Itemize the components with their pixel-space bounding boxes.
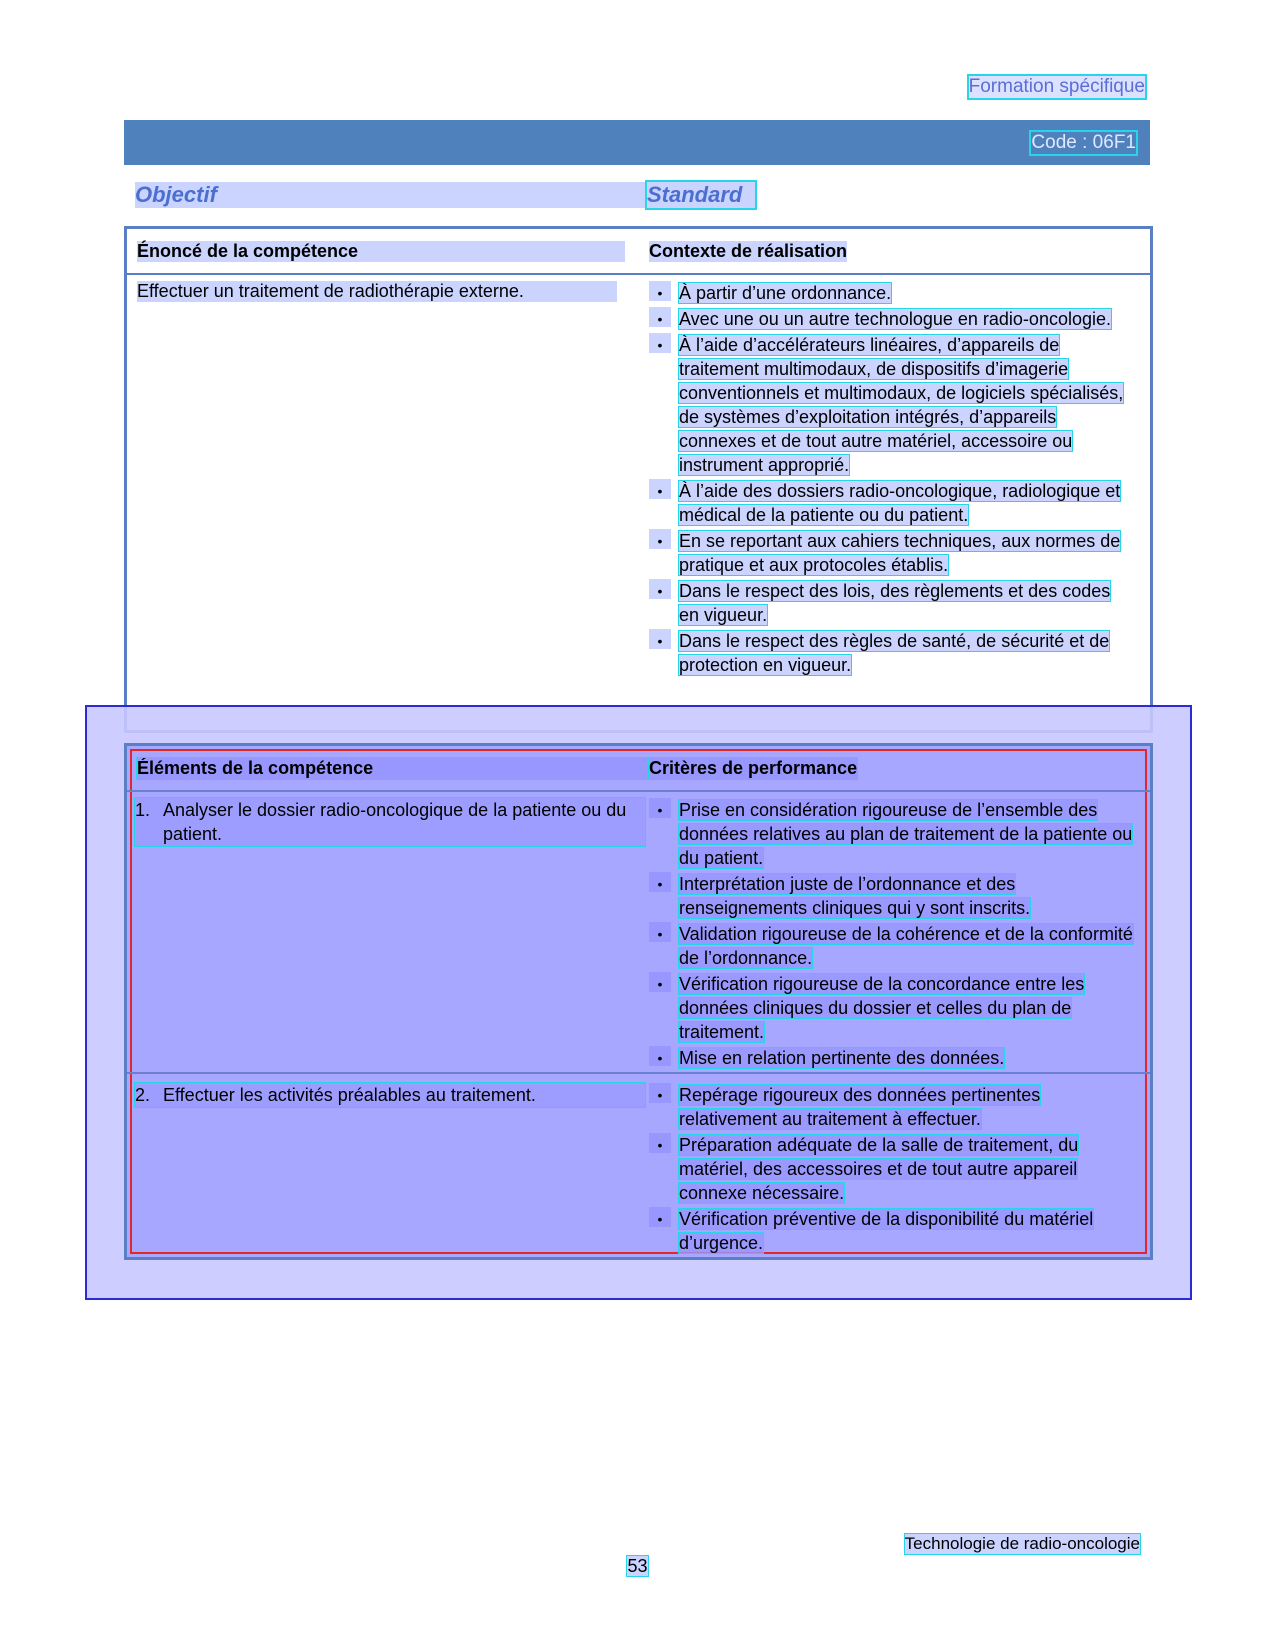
bullet-icon: • <box>649 529 671 549</box>
element-2: 2. Effectuer les activités préalables au traitement. <box>135 1083 645 1107</box>
bullet-icon: • <box>649 1083 671 1103</box>
col-header-criteria: Critères de performance <box>649 758 858 778</box>
footer-title: Technologie de radio-oncologie <box>904 1534 1140 1553</box>
row-divider <box>127 1072 1150 1074</box>
list-item: • Dans le respect des règles de santé, de sécurité et de protection en vigueur. <box>649 629 1134 677</box>
list-item: • Préparation adéquate de la salle de traitement, du matériel, des accessoires et de tout autre appareil connexe nécessaire. <box>649 1133 1134 1205</box>
col-header-statement: Énoncé de la compétence <box>137 241 625 262</box>
standard-title: Standard <box>647 182 755 208</box>
bullet-icon: • <box>649 1133 671 1153</box>
list-item: • À l’aide des dossiers radio-oncologique, radiologique et médical de la patiente ou du patient. <box>649 479 1134 527</box>
list-item: • Vérification préventive de la disponibilité du matériel d’urgence. <box>649 1207 1134 1255</box>
list-item: • Avec une ou un autre technologue en radio-oncologie. <box>649 307 1134 331</box>
competency-statement: Effectuer un traitement de radiothérapie externe. <box>137 281 617 302</box>
list-item: • À l’aide d’accélérateurs linéaires, d’appareils de traitement multimodaux, de dispositifs d’imagerie conventionnels et multimodaux, de logiciels spécialisés, de systèmes d’exploitation intégrés, d’appareils connexes et de tout autre matériel, accessoire ou instrument approprié. <box>649 333 1134 477</box>
bullet-icon: • <box>649 1207 671 1227</box>
bullet-icon: • <box>649 872 671 892</box>
header-bar <box>124 120 1150 165</box>
bullet-icon: • <box>649 579 671 599</box>
bullet-icon: • <box>649 307 671 327</box>
bullet-icon: • <box>649 972 671 992</box>
context-list <box>649 281 1134 679</box>
bullet-icon: • <box>649 333 671 353</box>
criteria-list-1 <box>649 798 1134 1072</box>
section-label: Formation spécifique <box>968 76 1145 97</box>
bullet-icon: • <box>649 479 671 499</box>
competency-statement-table <box>124 226 1153 733</box>
objectif-title: Objectif <box>135 182 647 208</box>
bullet-icon: • <box>649 798 671 818</box>
bullet-icon: • <box>649 922 671 942</box>
list-item: • Prise en considération rigoureuse de l’ensemble des données relatives au plan de traitement de la patiente ou du patient. <box>649 798 1134 870</box>
bullet-icon: • <box>649 629 671 649</box>
list-item: • En se reportant aux cahiers techniques, aux normes de pratique et aux protocoles établis. <box>649 529 1134 577</box>
criteria-list-2 <box>649 1083 1134 1257</box>
page-number: 53 <box>627 1556 648 1576</box>
col-header-elements: Éléments de la compétence <box>137 758 649 779</box>
list-item: • Validation rigoureuse de la cohérence et de la conformité de l’ordonnance. <box>649 922 1134 970</box>
list-item: • Dans le respect des lois, des règlements et des codes en vigueur. <box>649 579 1134 627</box>
list-item: • Mise en relation pertinente des données. <box>649 1046 1134 1070</box>
list-item: • À partir d’une ordonnance. <box>649 281 1134 305</box>
list-item: • Vérification rigoureuse de la concordance entre les données cliniques du dossier et celles du plan de traitement. <box>649 972 1134 1044</box>
table-header-row <box>127 229 1150 275</box>
element-1: 1. Analyser le dossier radio-oncologique de la patiente ou du patient. <box>135 798 645 846</box>
bullet-icon: • <box>649 281 671 301</box>
list-item: • Interprétation juste de l’ordonnance et des renseignements cliniques qui y sont inscrits. <box>649 872 1134 920</box>
competency-elements-table <box>124 743 1153 1260</box>
table-header-row <box>127 746 1150 792</box>
bullet-icon: • <box>649 1046 671 1066</box>
col-header-context: Contexte de réalisation <box>649 241 848 261</box>
list-item: • Repérage rigoureux des données pertinentes relativement au traitement à effectuer. <box>649 1083 1134 1131</box>
competency-code: Code : 06F1 <box>1031 132 1136 153</box>
